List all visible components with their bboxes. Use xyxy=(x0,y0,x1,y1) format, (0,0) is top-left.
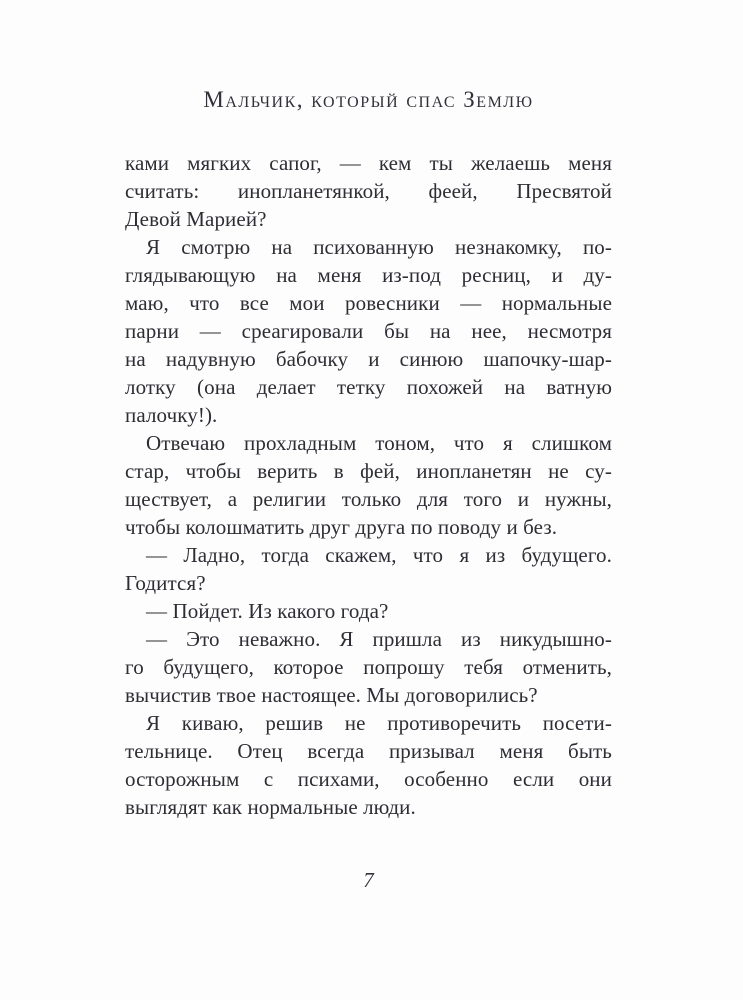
text-line: Я киваю, решив не противоречить посети- xyxy=(146,711,612,735)
text-line: считать: инопланетянкой, феей, Пресвятой xyxy=(125,179,612,203)
text-line: — Это неважно. Я пришла из никудышно- xyxy=(146,627,612,651)
text-line: — Ладно, тогда скажем, что я из будущего. xyxy=(146,543,612,567)
text-line: палочку!). xyxy=(125,403,218,427)
text-line: тельнице. Отец всегда призывал меня быть xyxy=(125,739,612,763)
text-line: ществует, а религии только для того и нужны, xyxy=(125,487,612,511)
text-line: чтобы колошматить друг друга по поводу и без. xyxy=(125,515,558,539)
text-line: ками мягких сапог, — кем ты желаешь меня xyxy=(125,151,612,175)
text-line: выглядят как нормальные люди. xyxy=(125,795,416,819)
text-line: го будущего, которое попрошу тебя отменить, xyxy=(125,655,612,679)
text-line: лотку (она делает тетку похожей на ватную xyxy=(125,375,612,399)
text-line: стар, чтобы верить в фей, инопланетян не су- xyxy=(125,459,612,483)
text-line: Я смотрю на психованную незнакомку, по- xyxy=(146,235,612,259)
text-line: вычистив твое настоящее. Мы договорились? xyxy=(125,683,538,707)
text-line: парни — среагировали бы на нее, несмотря xyxy=(125,319,612,343)
text-line: на надувную бабочку и синюю шапочку-шар- xyxy=(125,347,612,371)
text-line: Годится? xyxy=(125,571,206,595)
text-line: маю, что все мои ровесники — нормальные xyxy=(125,291,612,315)
page-number: 7 xyxy=(363,868,374,892)
text-block xyxy=(125,149,612,821)
text-line: глядывающую на меня из-под ресниц, и ду- xyxy=(125,263,612,287)
text-line: осторожным с психами, особенно если они xyxy=(125,767,612,791)
text-line: Девой Марией? xyxy=(125,207,267,231)
text-line: — Пойдет. Из какого года? xyxy=(146,599,389,623)
running-header: Мальчик, который спас Землю xyxy=(203,87,534,112)
text-line: Отвечаю прохладным тоном, что я слишком xyxy=(146,431,612,455)
